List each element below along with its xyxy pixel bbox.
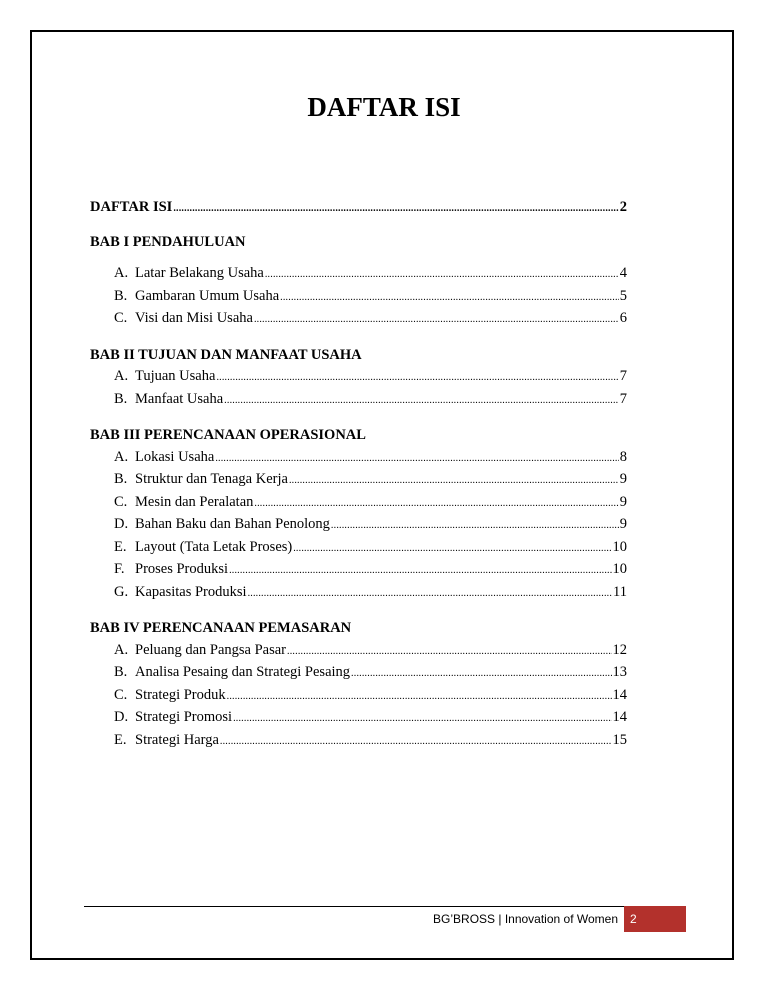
footer-text: BG’BROSS | Innovation of Women [433,912,618,926]
dot-leader [254,492,618,515]
toc-item[interactable] [90,308,627,331]
dot-leader [265,263,619,286]
toc-item-label: Proses Produksi [135,561,229,577]
dot-leader [173,197,618,220]
dot-leader [287,640,611,663]
dot-leader [293,537,611,560]
toc-entry-page: 2 [619,199,627,215]
spacer [90,604,627,618]
toc-item[interactable] [90,685,627,708]
dot-leader [289,469,619,492]
dot-leader [215,447,618,470]
toc-item-letter: E. [114,538,127,555]
toc-item-letter: A. [114,265,129,281]
toc-item-page: 8 [619,448,627,465]
footer-page-number: 2 [624,906,686,932]
toc-item[interactable] [90,263,627,286]
toc-item[interactable] [90,707,627,730]
toc-item-page: 14 [612,686,627,703]
toc-item-letter: D. [114,516,129,532]
toc-item[interactable] [90,286,627,309]
toc-item-page: 4 [619,265,627,281]
toc-item-letter: E. [114,731,127,748]
toc-item[interactable] [90,366,627,389]
toc-item-letter: F. [114,561,125,577]
toc-item-page: 5 [619,287,627,304]
toc-item-letter: A. [114,368,129,384]
chapter-heading[interactable]: BAB III PERENCANAAN OPERASIONAL [90,427,366,443]
toc-item-page: 9 [619,471,627,487]
toc-entry-label: DAFTAR ISI [90,199,173,215]
toc-item-label: Manfaat Usaha [135,390,224,407]
toc-item-letter: B. [114,390,128,407]
chapter-heading[interactable]: BAB IV PERENCANAAN PEMASARAN [90,620,352,636]
chapter-heading[interactable]: BAB I PENDAHULUAN [90,233,246,250]
dot-leader [216,366,618,389]
chapter-heading[interactable]: BAB II TUJUAN DAN MANFAAT USAHA [90,346,362,363]
dot-leader [233,707,611,730]
toc-item-page: 9 [619,516,627,532]
toc-item-label: Mesin dan Peralatan [135,493,254,510]
toc-item-page: 12 [612,641,627,658]
toc-item-label: Analisa Pesaing dan Strategi Pesaing [135,664,351,680]
toc-item-letter: C. [114,493,128,510]
toc-item-label: Strategi Promosi [135,709,233,725]
dot-leader [254,308,619,331]
toc-item-letter: G. [114,583,129,600]
toc-item-label: Strategi Harga [135,731,219,748]
toc-item-letter: D. [114,709,129,725]
toc-chapters [90,220,627,753]
table-of-contents [90,197,627,752]
dot-leader [229,559,611,582]
toc-item-label: Tujuan Usaha [135,368,216,384]
toc-item-page: 6 [619,310,627,326]
dot-leader [224,389,619,412]
footer-rule [84,906,686,907]
toc-item-label: Gambaran Umum Usaha [135,287,280,304]
toc-item[interactable] [90,537,627,560]
toc-item-page: 11 [613,583,627,600]
toc-entry-daftar-isi[interactable] [90,197,627,220]
spacer [90,220,627,232]
toc-item-letter: B. [114,287,128,304]
toc-item[interactable] [90,447,627,470]
toc-item[interactable] [90,582,627,605]
toc-item[interactable] [90,492,627,515]
toc-item-label: Visi dan Misi Usaha [135,310,253,326]
toc-item-label: Struktur dan Tenaga Kerja [135,471,288,487]
toc-item-letter: B. [114,664,128,680]
toc-item-label: Bahan Baku dan Bahan Penolong [135,516,330,532]
toc-item-page: 14 [612,709,627,725]
spacer [90,411,627,425]
toc-item-label: Strategi Produk [135,686,226,703]
dot-leader [331,514,619,537]
toc-item-page: 9 [619,493,627,510]
dot-leader [351,662,611,685]
toc-item-letter: A. [114,641,129,658]
toc-item[interactable] [90,662,627,685]
toc-item-letter: A. [114,448,129,465]
toc-item[interactable] [90,730,627,753]
dot-leader [248,582,612,605]
toc-item[interactable] [90,640,627,663]
toc-item-label: Peluang dan Pangsa Pasar [135,641,287,658]
toc-item-label: Layout (Tata Letak Proses) [135,538,293,555]
toc-item-letter: B. [114,471,128,487]
page-title: DAFTAR ISI [307,92,461,122]
dot-leader [220,730,612,753]
toc-item-letter: C. [114,310,128,326]
toc-item-page: 7 [619,368,627,384]
toc-item[interactable] [90,514,627,537]
toc-item-page: 10 [612,561,627,577]
dot-leader [227,685,612,708]
toc-item-label: Latar Belakang Usaha [135,265,264,281]
toc-item-page: 13 [612,664,627,680]
toc-item[interactable] [90,469,627,492]
spacer [90,331,627,345]
toc-item[interactable] [90,389,627,412]
toc-item-page: 15 [612,731,627,748]
toc-item[interactable] [90,559,627,582]
toc-item-label: Lokasi Usaha [135,448,215,465]
toc-item-letter: C. [114,686,128,703]
dot-leader [280,286,619,309]
toc-item-page: 7 [619,390,627,407]
toc-item-label: Kapasitas Produksi [135,583,247,600]
spacer [90,253,627,263]
toc-item-page: 10 [612,538,627,555]
